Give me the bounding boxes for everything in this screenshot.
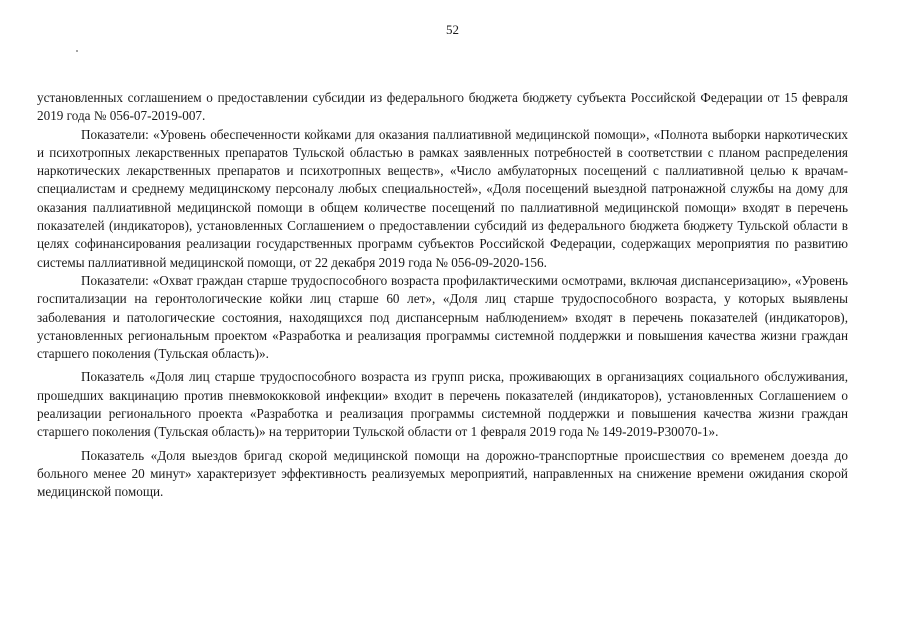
paragraph-2: Показатели: «Уровень обеспеченности койками для оказания паллиативной медицинской помощи», «Полнота выборки наркотических и психотропных лекарственных препаратов Тульской областью в рамках заявленных потребностей в соответствии с планом распределения наркотических лекарственных препаратов и психотропных веществ», «Число амбулаторных посещений с паллиативной целью к врачам-специалистам и среднему медицинскому персоналу любых специальностей», «Доля посещений выездной патронажной службы на дому для оказания паллиативной медицинской помощи в общем количестве посещений по паллиативной медицинской помощи» входят в перечень показателей (индикаторов), установленных Соглашением о предоставлении субсидий из федерального бюджета бюджету Тульской области в целях софинансирования реализации государственных программ субъектов Российской Федерации, содержащих мероприятия по развитию системы паллиативной медицинской помощи, от 22 декабря 2019 года № 056-09-2020-156. bbox=[37, 126, 848, 270]
scan-speck bbox=[76, 50, 78, 52]
paragraph-4: Показатель «Доля лиц старше трудоспособного возраста из групп риска, проживающих в организациях социального обслуживания, прошедших вакцинацию против пневмококковой инфекции» входит в перечень показателей (индикаторов), установленных Соглашением о реализации регионального проекта «Разработка и реализация программы системной поддержки и повышения качества жизни граждан старшего поколения (Тульская область)» на территории Тульской области от 1 февраля 2019 года № 149-2019-Р30070-1». bbox=[37, 369, 848, 440]
paragraph-3: Показатели: «Охват граждан старше трудоспособного возраста профилактическими осмотрами, включая диспансеризацию», «Уровень госпитализации на геронтологические койки лиц старше 60 лет», «Доля лиц старше трудоспособного возраста, у которых выявлены заболевания и патологические состояния, находящихся под диспансерным наблюдением» входят в перечень показателей (индикаторов), установленных региональным проектом «Разработка и реализация программы системной поддержки и повышения качества жизни граждан старшего поколения (Тульская область)». bbox=[37, 272, 848, 362]
paragraph-5: Показатель «Доля выездов бригад скорой медицинской помощи на дорожно-транспортные происшествия со временем доезда до больного менее 20 минут» характеризует эффективность реализуемых мероприятий, направленных на снижение времени ожидания скорой медицинской помощи. bbox=[37, 447, 848, 500]
document-body bbox=[37, 89, 848, 502]
paragraph-1: установленных соглашением о предоставлении субсидии из федерального бюджета бюджету субъекта Российской Федерации от 15 февраля 2019 года № 056-07-2019-007. bbox=[37, 90, 848, 124]
page-number: 52 bbox=[446, 22, 459, 37]
